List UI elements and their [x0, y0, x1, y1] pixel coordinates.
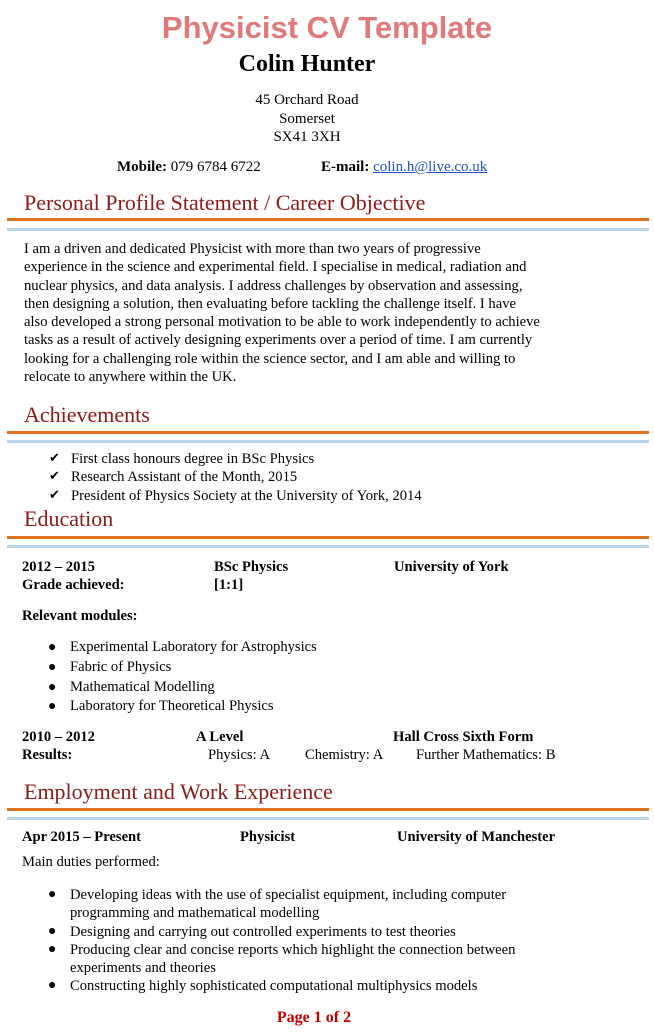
- achievement-text: First class honours degree in BSc Physics: [71, 451, 315, 467]
- job-employer: University of Manchester: [397, 829, 556, 845]
- page-number: Page 1 of 2: [276, 1009, 352, 1026]
- profile-line: looking for a challenging role within the science sector, and I am able and willing to: [24, 350, 516, 367]
- duty-line: programming and mathematical modelling: [70, 905, 320, 922]
- mobile-contact: [117, 158, 261, 176]
- duties-list: [46, 886, 626, 996]
- address-line-1: 45 Orchard Road: [255, 92, 359, 108]
- employment-heading: Employment and Work Experience: [24, 779, 333, 804]
- duty-line: Designing and carrying out controlled experiments to test theories: [70, 923, 456, 940]
- profile-line: also developed a strong personal motivation to be able to work independently to achieve: [24, 314, 540, 331]
- section-divider: [7, 536, 649, 539]
- module-text: Fabric of Physics: [70, 658, 172, 675]
- achievements-heading: Achievements: [24, 402, 150, 427]
- modules-label: Relevant modules:: [22, 608, 138, 624]
- address-line-2: Somerset: [279, 111, 335, 127]
- checkmark-icon: ✔: [49, 487, 60, 503]
- list-item: [46, 658, 626, 678]
- mobile-label: Mobile:: [117, 159, 167, 175]
- education-heading: Education: [24, 506, 114, 531]
- bullet-icon: ●: [48, 923, 57, 939]
- duty-line: Developing ideas with the use of specialist equipment, including computer: [70, 887, 507, 903]
- module-text: Experimental Laboratory for Astrophysics: [70, 639, 317, 655]
- list-item: [49, 487, 629, 505]
- section-divider: [7, 440, 649, 443]
- email-contact: [321, 158, 487, 176]
- list-item: [46, 923, 626, 941]
- result-further-maths: Further Mathematics: B: [416, 747, 556, 763]
- duty-line: experiments and theories: [70, 960, 216, 977]
- achievement-text: Research Assistant of the Month, 2015: [71, 469, 298, 486]
- job-dates: Apr 2015 – Present: [22, 829, 142, 845]
- bullet-icon: ●: [48, 659, 57, 675]
- bullet-icon: ●: [48, 887, 57, 902]
- section-divider: [7, 545, 649, 548]
- section-divider: [7, 218, 649, 221]
- email-label: E-mail:: [321, 159, 370, 175]
- job-role: Physicist: [240, 829, 296, 845]
- section-divider: [7, 817, 649, 820]
- profile-line: relocate to anywhere within the UK.: [24, 369, 237, 386]
- list-item: [46, 697, 626, 717]
- profile-line: I am a driven and dedicated Physicist with more than two years of progressive: [24, 241, 481, 257]
- grade-label: Grade achieved:: [22, 577, 125, 593]
- grade-value: [1:1]: [214, 577, 244, 593]
- profile-line: tasks as a result of actively designing experiments over a period of time. I am currently: [24, 332, 533, 349]
- achievement-text: President of Physics Society at the University of York, 2014: [71, 487, 422, 504]
- checkmark-icon: ✔: [49, 451, 60, 466]
- section-divider: [7, 808, 649, 811]
- bullet-icon: ●: [48, 978, 57, 994]
- degree-institution: University of York: [394, 559, 509, 575]
- alevel-dates: 2010 – 2012: [22, 729, 95, 745]
- result-physics: Physics: A: [208, 747, 271, 763]
- duty-line: Constructing highly sophisticated computational multiphysics models: [70, 978, 478, 995]
- bullet-icon: ●: [48, 640, 57, 655]
- module-text: Mathematical Modelling: [70, 678, 215, 695]
- modules-list: [46, 638, 626, 717]
- list-item: [49, 450, 629, 468]
- list-item: [46, 941, 626, 978]
- results-label: Results:: [22, 747, 73, 763]
- profile-line: then designing a solution, then evaluating before tackling the challenge itself. I have: [24, 295, 516, 312]
- profile-line: nuclear physics, and data analysis. I address challenges by observation and assessing,: [24, 277, 523, 294]
- document-title: Physicist CV Template: [161, 10, 493, 45]
- address-line-3: SX41 3XH: [273, 129, 341, 145]
- list-item: [49, 468, 629, 486]
- section-divider: [7, 228, 649, 231]
- email-link[interactable]: colin.h@live.co.uk: [373, 159, 488, 175]
- checkmark-icon: ✔: [49, 469, 60, 485]
- alevel-institution: Hall Cross Sixth Form: [393, 729, 534, 745]
- result-chemistry: Chemistry: A: [305, 747, 384, 763]
- duties-label: Main duties performed:: [22, 854, 160, 870]
- list-item: [46, 886, 626, 923]
- alevel-course: A Level: [196, 729, 244, 745]
- list-item: [46, 638, 626, 658]
- module-text: Laboratory for Theoretical Physics: [70, 698, 274, 715]
- mobile-value: 079 6784 6722: [170, 159, 261, 175]
- degree-dates: 2012 – 2015: [22, 559, 95, 575]
- list-item: [46, 678, 626, 698]
- duty-line: Producing clear and concise reports which highlight the connection between: [70, 941, 516, 958]
- profile-line: experience in the science and experimental field. I specialise in medical, radiation and: [24, 259, 527, 276]
- achievements-list: [49, 450, 629, 505]
- section-divider: [7, 431, 649, 434]
- degree-course: BSc Physics: [214, 559, 289, 575]
- bullet-icon: ●: [48, 941, 57, 957]
- list-item: [46, 977, 626, 995]
- bullet-icon: ●: [48, 699, 57, 715]
- profile-statement: [24, 240, 614, 386]
- bullet-icon: ●: [48, 679, 57, 695]
- candidate-name: Colin Hunter: [238, 51, 376, 77]
- profile-heading: Personal Profile Statement / Career Objective: [24, 190, 426, 215]
